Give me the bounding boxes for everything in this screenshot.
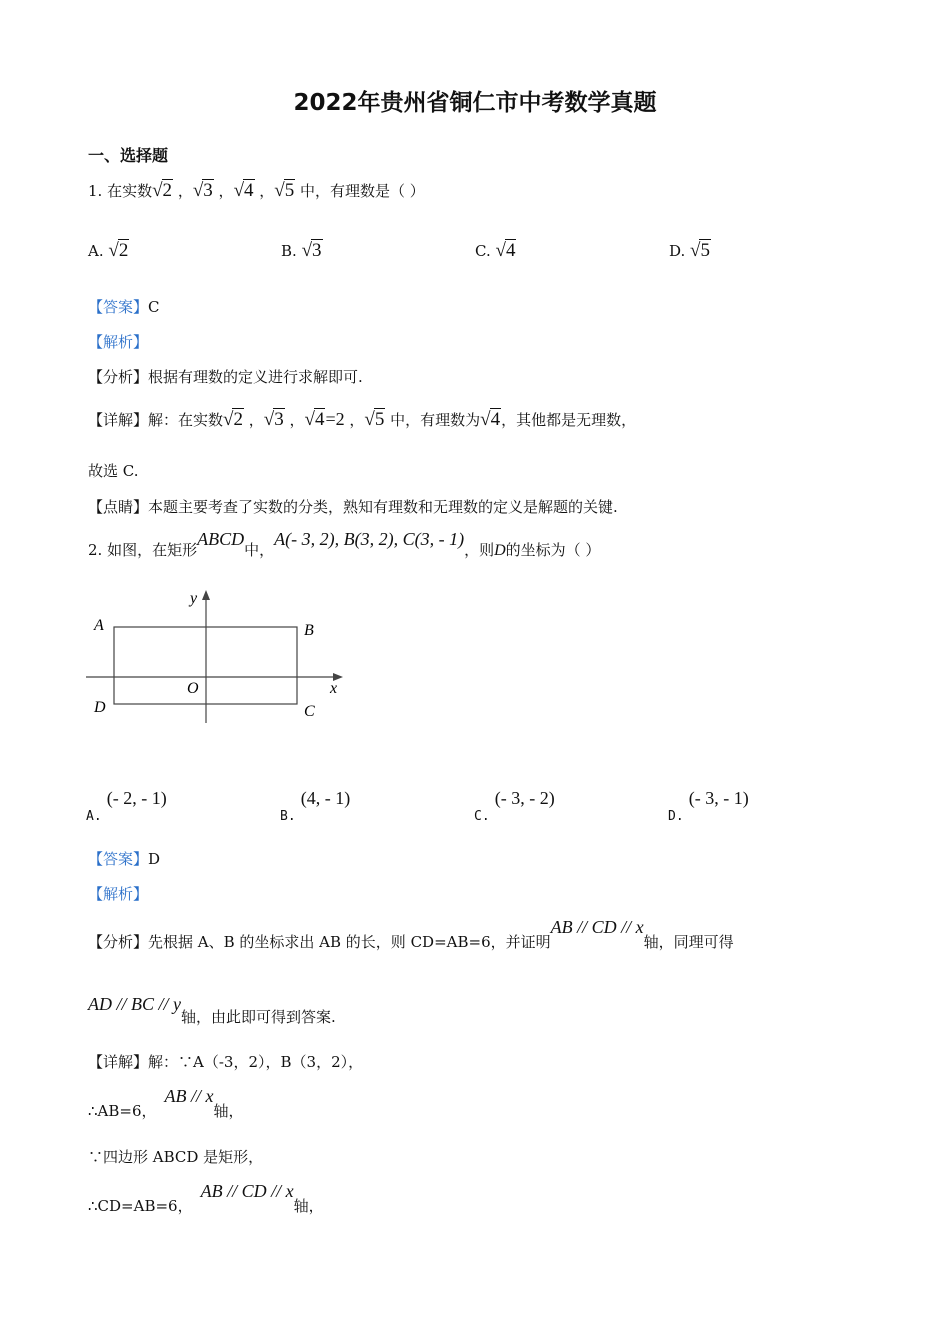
q1-option-d[interactable] [669, 240, 711, 262]
q2-step-2 [88, 1086, 244, 1122]
parallel-expr: AB // CD // x [200, 1181, 294, 1201]
option-letter: D. [668, 809, 684, 824]
q2-fenxi [88, 917, 734, 953]
q1-dianjing [88, 496, 618, 518]
label-c: C [304, 703, 315, 720]
comma: ， [177, 182, 193, 200]
q1-analysis-tag [88, 331, 148, 353]
q2-option-c[interactable] [474, 788, 555, 824]
question-1-stem [88, 180, 425, 202]
step-text: ∴AB=6， [88, 1102, 157, 1120]
fenxi-text: 先根据 A、B 的坐标求出 AB 的长，则 CD=AB=6，并证明 [148, 933, 551, 951]
option-value: (- 2, - 1) [106, 788, 167, 808]
q1-answer [88, 296, 160, 318]
fenxi-tag: 【分析】 [88, 368, 149, 386]
q2-step-3: ∵四边形 ABCD 是矩形， [88, 1148, 264, 1166]
q2-mid: 中， [244, 541, 275, 559]
option-letter: A. [88, 242, 104, 260]
comma: ， [259, 182, 275, 200]
option-value: (- 3, - 2) [494, 788, 555, 808]
q2-fenxi-cont [88, 994, 336, 1028]
q1-fenxi [88, 366, 363, 388]
page-title: 2022年贵州省铜仁市中考数学真题 [293, 90, 657, 116]
option-letter: C. [475, 242, 491, 260]
q2-option-d[interactable] [668, 788, 749, 824]
option-value: (4, - 1) [300, 788, 351, 808]
option-letter: B. [280, 809, 296, 824]
answer-tag: 【答案】 [88, 298, 149, 316]
parallel-expr: AB // x [164, 1086, 214, 1106]
q2-suffix: ，则 [464, 541, 495, 559]
rectangle-figure [86, 585, 348, 725]
point-d: D [494, 542, 506, 559]
rect-name: ABCD [197, 529, 245, 549]
sqrt-4: √4 [495, 240, 516, 261]
fenxi-text: 根据有理数的定义进行求解即可. [148, 368, 363, 386]
detail-tag: 【详解】 [88, 1053, 149, 1071]
sqrt-3: √3 [263, 409, 284, 430]
dianjing-text: 本题主要考查了实数的分类，熟知有理数和无理数的定义是解题的关键. [148, 498, 618, 516]
option-value: (- 3, - 1) [688, 788, 749, 808]
q2-analysis-tag [88, 883, 148, 905]
detail-text: 中，有理数为 [390, 411, 481, 429]
q2-points: A(- 3, 2), B(3, 2), C(3, - 1) [274, 529, 465, 549]
option-letter: A. [86, 809, 102, 824]
parallel-expr: AD // BC // y [88, 994, 181, 1014]
q2-suffix: 的坐标为（ ） [505, 541, 601, 559]
sqrt-4: √4 [233, 180, 254, 201]
comma: ， [248, 411, 264, 429]
fenxi-text: 轴，同理可得 [643, 933, 734, 951]
label-b: B [304, 622, 314, 639]
section-heading: 一、选择题 [88, 146, 169, 165]
q2-detail [88, 1051, 363, 1073]
q2-step-4 [88, 1181, 324, 1217]
option-letter: C. [474, 809, 490, 824]
question-2-stem [88, 529, 601, 562]
option-letter: B. [281, 242, 297, 260]
answer-tag: 【答案】 [88, 850, 149, 868]
equals-two: =2 [325, 409, 345, 429]
sqrt-2: √2 [152, 180, 173, 201]
detail-text: 解：∵A（-3，2），B（3，2）， [148, 1053, 364, 1071]
q2-answer [88, 848, 160, 870]
step-text: 轴， [213, 1102, 244, 1120]
label-a: A [94, 617, 104, 634]
y-arrow [202, 590, 210, 600]
q2-prefix: 2. 如图，在矩形 [88, 541, 198, 559]
q1-suffix: 中，有理数是（ ） [300, 182, 425, 200]
label-y: y [190, 590, 198, 607]
answer-value: D [148, 850, 161, 868]
comma: ， [289, 411, 305, 429]
answer-value: C [148, 298, 160, 316]
sqrt-3: √3 [301, 240, 322, 261]
option-letter: D. [669, 242, 686, 260]
analysis-tag: 【解析】 [88, 885, 149, 903]
sqrt-3: √3 [192, 180, 213, 201]
sqrt-4: √4 [480, 409, 501, 430]
sqrt-2: √2 [223, 409, 243, 430]
detail-text: ，其他都是无理数， [501, 411, 637, 429]
analysis-tag: 【解析】 [88, 333, 149, 351]
q1-option-c[interactable] [475, 240, 516, 262]
comma: ， [349, 411, 365, 429]
q1-conclusion: 故选 C. [88, 462, 139, 480]
q1-option-a[interactable] [88, 240, 129, 262]
sqrt-2: √2 [108, 240, 129, 261]
sqrt-5: √5 [690, 240, 710, 261]
sqrt-4: √4 [304, 409, 325, 430]
dianjing-tag: 【点睛】 [88, 498, 149, 516]
detail-tag: 【详解】 [88, 411, 149, 429]
sqrt-5: √5 [364, 409, 385, 430]
comma: ， [218, 182, 234, 200]
parallel-expr: AB // CD // x [550, 917, 644, 937]
q1-prefix: 1. 在实数 [88, 182, 153, 200]
fenxi-tag: 【分析】 [88, 933, 149, 951]
fenxi-text: 轴，由此即可得到答案. [181, 1008, 336, 1026]
detail-text: 解：在实数 [148, 411, 224, 429]
sqrt-5: √5 [274, 180, 295, 201]
q2-option-b[interactable] [280, 788, 351, 824]
label-o: O [187, 680, 199, 697]
step-text: 轴， [293, 1197, 324, 1215]
label-x: x [330, 680, 338, 697]
q1-option-b[interactable] [281, 240, 323, 262]
step-text: ∴CD=AB=6， [88, 1197, 193, 1215]
label-d: D [94, 699, 106, 716]
q1-detail [88, 408, 636, 431]
q2-option-a[interactable] [86, 788, 167, 824]
